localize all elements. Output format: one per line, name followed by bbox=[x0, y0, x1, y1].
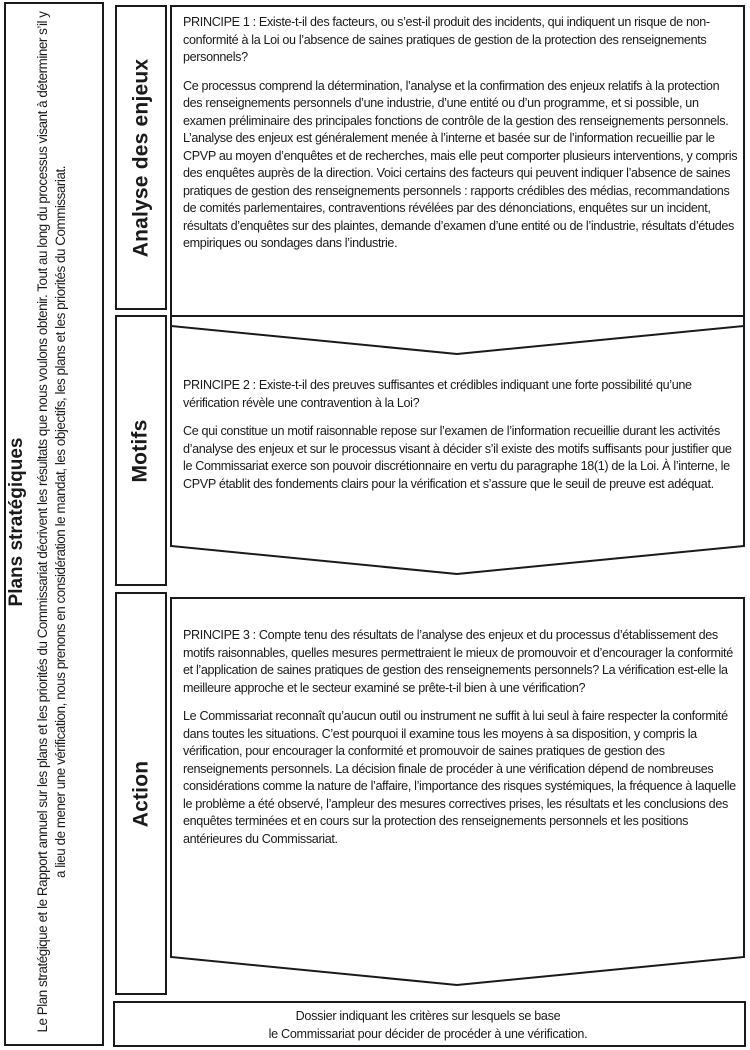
side-panel-rotated bbox=[6, 7, 102, 1037]
principle-3-content bbox=[183, 627, 739, 859]
principle-3-description: Le Commissariat reconnaît qu’aucun outil ou instrument ne suffit à lui seul à faire respecter la conformité dans toutes les situations. C’est pourquoi il examine tous les moyens à sa disposition, y compris la vérification, pour encourager la conformité et promouvoir de saines pratiques de gestion des renseignements personnels. La décision finale de procéder à une vérification dépend de nombreuses considérations comme la nature de l’affaire, l’importance des risques systémiques, la fréquence à laquelle le problème a été observé, l’ampleur des mesures correctives prises, les résultats et les conclusions des enquêtes terminées et en cours sur la protection des renseignements personnels et les positions antérieures du Commissariat. bbox=[183, 709, 736, 846]
principle-3-question: PRINCIPE 3 : Compte tenu des résultats de l’analyse des enjeux et du processus d’établissement des motifs raisonnables, quelles mesures permettraient le mieux de promouvoir et d’encourager la conformité et l’application de saines pratiques de gestion des renseignements personnels? La vérification est-elle la meilleure approche et le secteur examiné se prête-t-il bien à une vérification? bbox=[183, 628, 733, 695]
footer-note bbox=[112, 1003, 744, 1046]
principle-2-description: Ce qui constitue un motif raisonnable repose sur l’examen de l’information recueillie durant les activités d’analyse des enjeux et sur le processus visant à décider s’il existe des motifs suffisants pour justifier que le Commissariat exerce son pouvoir discrétionnaire en vertu du paragraphe 18(1) de la Loi. À l’interne, le CPVP établit des fondements clairs pour la vérification et s’assure que le seuil de preuve est adéquat. bbox=[183, 424, 732, 491]
stage-label-action: Action bbox=[129, 760, 152, 827]
principle-1-content bbox=[183, 14, 739, 264]
principle-1-description: Ce processus comprend la détermination, l’analyse et la confirmation des enjeux relatifs à la protection des renseignements personnels d’une industrie, d’une entité ou d’un programme, et si possible, un examen préliminaire des principales fonctions de contrôle de la gestion des renseignements personnels. L’analyse des enjeux est généralement menée à l’interne et basée sur de l’information recueillie par le CPVP au moyen d’enquêtes et de recherches, mais elle peut comporter plusieurs interventions, y compris des enquêtes auprès de la direction. Voici certains des facteurs qui peuvent indiquer l’absence de saines pratiques de gestion des renseignements personnels : rapports crédibles des médias, recommandations de comités parlementaires, contraventions révélées par des dénonciations, enquêtes sur un incident, résultats d’enquêtes sur des plaintes, demande d’examen d’une entité ou de l’industrie, résultats d’études empiriques ou sondages dans l’industrie. bbox=[183, 78, 738, 250]
principle-1-question: PRINCIPE 1 : Existe-t-il des facteurs, ou s’est-il produit des incidents, qui indiquent un risque de non-conformité à la Loi ou l’absence de saines pratiques de gestion de la protection des renseignements personnels? bbox=[183, 15, 710, 64]
side-panel-title: Plans stratégiques bbox=[6, 437, 27, 607]
stage-label-motifs: Motifs bbox=[129, 418, 152, 483]
stage-label-analyse: Analyse des enjeux bbox=[129, 58, 152, 257]
footer-line-2: le Commissariat pour décider de procéder à une vérification. bbox=[268, 1026, 588, 1041]
principle-2-question: PRINCIPE 2 : Existe-t-il des preuves suffisantes et crédibles indiquant une forte possibilité qu’une vérification révèle une contravention à la Loi? bbox=[183, 378, 692, 410]
stage-motifs bbox=[116, 316, 166, 585]
side-panel-text: Le Plan stratégique et le Rapport annuel sur les plans et les priorités du Commissariat décrivent les résultats que nous voulons obtenir. Tout au long du processus visant à déterminer s’il y a lieu de mener une vérification, nous prenons en considération le mandat, les objectifs, les plans et les priorités du Commissariat. bbox=[35, 11, 68, 1033]
stage-action bbox=[116, 593, 166, 994]
principle-2-content bbox=[183, 377, 739, 504]
side-panel bbox=[4, 2, 104, 1042]
footer-line-1: Dossier indiquant les critères sur lesquels se base bbox=[295, 1008, 561, 1023]
stage-analyse bbox=[116, 6, 166, 309]
